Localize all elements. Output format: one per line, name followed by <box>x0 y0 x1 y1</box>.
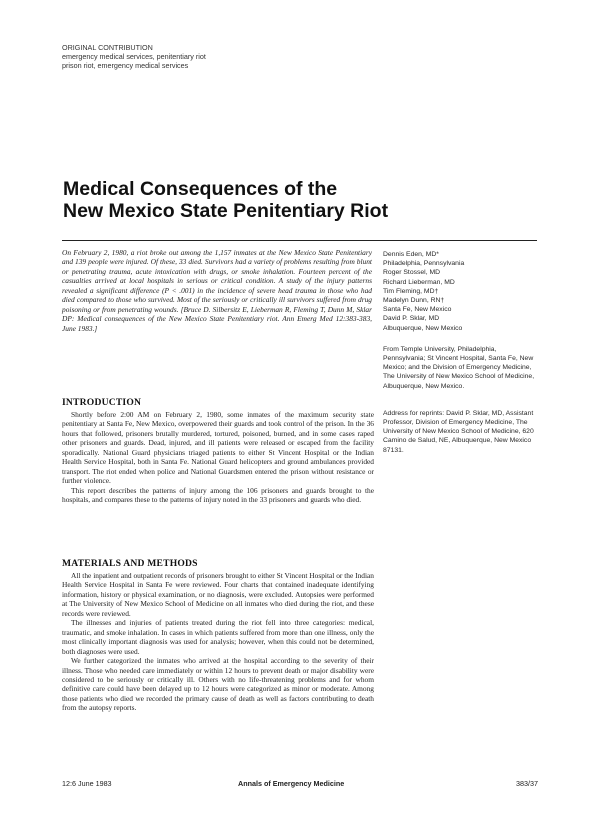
author-list <box>383 250 538 333</box>
page-footer <box>62 779 538 789</box>
title-line-1: Medical Consequences of the <box>63 178 338 200</box>
reprint-address: Address for reprints: David P. Sklar, MD, Assistant Professor, Division of Emergency Medicine, The University of New Mexico School of Medicine, 620 Camino de Salud, NE, Albuquerque, New Mexico 87131. <box>383 409 534 454</box>
author-line: Roger Stossel, MD <box>383 269 441 277</box>
keywords-line: prison riot, emergency medical services <box>62 61 189 70</box>
paragraph: Shortly before 2:00 AM on February 2, 1980, some inmates of the maximum security state penitentiary at Santa Fe, New Mexico, overpowered their guards and took control of the prison. In the 36 hours that followed, prisoners brutally murdered, tortured, poisoned, burned, and in some cases raped other prisoners and guards. Dead, injured, and ill patients were released or escaped from the facility sporadically. National Guard physicians triaged patients to either St Vincent Hospital or the Indian Health Service Hospital, both in Santa Fe. National Guard helicopters and ground ambulances provided transport. The riot ended when police and National Guardsmen entered the prison without resistance or further violence. <box>62 410 374 486</box>
category-label: ORIGINAL CONTRIBUTION <box>62 43 153 52</box>
author-line: Madelyn Dunn, RN† <box>383 297 445 305</box>
paragraph: This report describes the patterns of injury among the 106 prisoners and guards brought to the hospitals, and compares these to the patterns of injury noted in the 33 prisoners and guards who died. <box>62 485 374 505</box>
journal-name: Annals of Emergency Medicine <box>238 779 345 788</box>
author-line: Philadelphia, Pennsylvania <box>383 260 465 268</box>
author-line: Santa Fe, New Mexico <box>383 306 452 314</box>
title-line-2: New Mexico State Penitentiary Riot <box>63 200 389 222</box>
methods-heading: MATERIALS AND METHODS <box>62 558 198 569</box>
author-line: Richard Lieberman, MD <box>383 278 455 286</box>
title-divider <box>62 240 537 241</box>
article-title <box>63 178 533 222</box>
methods-body <box>62 571 374 713</box>
keywords-line: emergency medical services, penitentiary riot <box>62 52 206 61</box>
author-line: Dennis Eden, MD* <box>383 251 439 258</box>
page-number: 383/37 <box>516 779 538 788</box>
affiliation: From Temple University, Philadelphia, Pennsylvania; St Vincent Hospital, Santa Fe, New Mexico; and the Division of Emergency Medicine, The University of New Mexico School of Medicine, Albuquerque, New Mexico. <box>383 345 535 390</box>
paragraph: All the inpatient and outpatient records of prisoners brought to either St Vincent Hospital or the Indian Health Service Hospital in Santa Fe were reviewed. Four charts that contained inadequate identifying information, history or physical examination, or no diagnosis, were excluded. Autopsies were performed at The University of New Mexico School of Medicine on all inmates who died during the riot, and these records were reviewed. <box>62 571 374 618</box>
abstract: On February 2, 1980, a riot broke out among the 1,157 inmates at the New Mexico State Penitentiary and 139 people were injured. Of these, 33 died. Survivors had a variety of problems resulting from blunt or penetrating trauma, acute intoxication with drugs, or smoke inhalation. Fourteen percent of the casualties arrived at local hospitals in serious or critical condition. A study of the injury patterns revealed a significant difference (P < .001) in the incidence of severe head trauma in those who had died compared to those who survived. Most of the seriously or critically ill survivors suffered from drug poisoning or from penetrating wounds. [Bruce D. Silbersitz E, Lieberman R, Fleming T, Dunn M, Sklar DP: Medical consequences of the New Mexico State Penitentiary riot. Ann Emerg Med 12:383-383, June 1983.] <box>62 248 372 333</box>
author-line: Tim Fleming, MD† <box>383 287 439 295</box>
author-sidebar <box>383 250 538 455</box>
paragraph: We further categorized the inmates who arrived at the hospital according to the severity of their illness. Those who needed care immediately or within 12 hours to prevent death or major disability were considered to be seriously or critically ill. Others with no life-threatening problems and for whom definitive care could have been delayed up to 12 hours were categorized as minor or moderate. Among those patients who died we recorded the primary cause of death as well as factors contributing to death from the autopsy reports. <box>62 656 374 713</box>
article-category <box>62 43 206 70</box>
introduction-heading: INTRODUCTION <box>62 397 142 408</box>
paragraph: The illnesses and injuries of patients treated during the riot fell into three categories: medical, traumatic, and smoke inhalation. In cases in which patients suffered from more than one illness, only the most clinically important diagnosis was used for analysis; however, when this could not be determined, both diagnoses were used. <box>62 618 374 656</box>
author-line: David P. Sklar, MD <box>383 315 440 323</box>
issue-date: 12:6 June 1983 <box>62 779 112 788</box>
author-line: Albuquerque, New Mexico <box>383 324 463 332</box>
introduction-body <box>62 410 374 505</box>
